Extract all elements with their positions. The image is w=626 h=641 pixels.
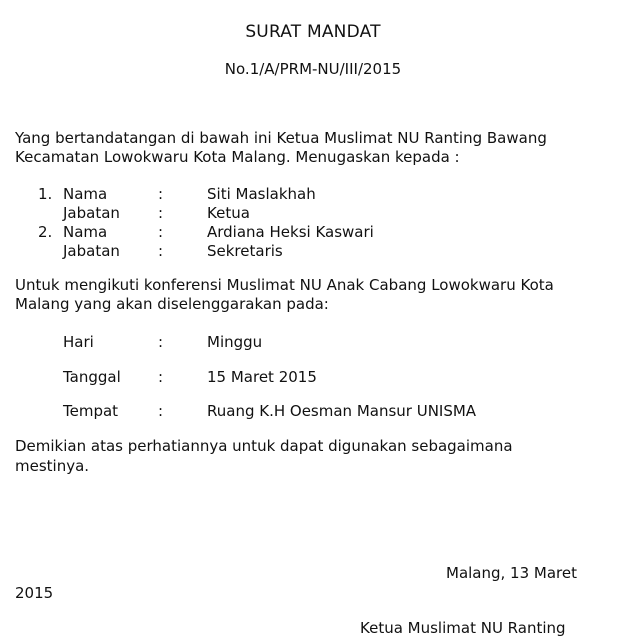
member-2-index: 2.	[38, 223, 53, 241]
intro-word: Muslimat	[324, 129, 393, 147]
event-date-label: Tanggal	[63, 368, 121, 386]
signature-place-date: Malang, 13 Maret	[446, 564, 577, 582]
intro-line-2: Kecamatan Lowokwaru Kota Malang. Menugaskan kepada :	[15, 148, 460, 166]
member-2-name-value: Ardiana Heksi Kaswari	[207, 223, 374, 241]
letter-number: No.1/A/PRM-NU/III/2015	[224, 60, 402, 78]
closing-line-1: Demikian atas perhatiannya untuk dapat digunakan sebagaimana	[15, 437, 513, 455]
intro-word: Yang	[15, 129, 51, 147]
event-place-value: Ruang K.H Oesman Mansur UNISMA	[207, 402, 477, 420]
intro-word: bawah	[199, 129, 250, 147]
event-date-colon: :	[158, 368, 164, 386]
intro-word: ini	[253, 129, 272, 147]
intro-word: bertandatangan	[55, 129, 177, 147]
member-1-name-label: Nama	[63, 185, 108, 203]
intro-word: Ketua	[276, 129, 320, 147]
member-1-index: 1.	[38, 185, 53, 203]
signer-title: Ketua Muslimat NU Ranting	[360, 619, 566, 637]
intro-paragraph	[15, 129, 615, 167]
signature-year: 2015	[15, 584, 54, 602]
purpose-line-2: Malang yang akan diselenggarakan pada:	[15, 295, 329, 313]
purpose-line-1: Untuk mengikuti konferensi Muslimat NU Anak Cabang Lowokwaru Kota	[15, 276, 554, 294]
intro-word: Bawang	[486, 129, 547, 147]
member-1-position-label: Jabatan	[63, 204, 120, 222]
member-1-name-value: Siti Maslakhah	[207, 185, 316, 203]
event-date-value: 15 Maret 2015	[207, 368, 317, 386]
closing-line-2: mestinya.	[15, 457, 90, 475]
intro-word: Ranting	[424, 129, 483, 147]
member-2-position-label: Jabatan	[63, 242, 120, 260]
member-2-name-colon: :	[158, 223, 164, 241]
member-1-name-colon: :	[158, 185, 164, 203]
member-1-position-colon: :	[158, 204, 164, 222]
event-place-label: Tempat	[63, 402, 119, 420]
event-day-label: Hari	[63, 333, 94, 351]
letter-title: SURAT MANDAT	[245, 22, 381, 42]
intro-word: NU	[397, 129, 420, 147]
intro-word: di	[180, 129, 195, 147]
member-2-position-value: Sekretaris	[207, 242, 283, 260]
intro-line-1	[15, 129, 615, 148]
event-day-colon: :	[158, 333, 164, 351]
member-2-name-label: Nama	[63, 223, 108, 241]
member-2-position-colon: :	[158, 242, 164, 260]
member-1-position-value: Ketua	[207, 204, 250, 222]
event-place-colon: :	[158, 402, 164, 420]
event-day-value: Minggu	[207, 333, 263, 351]
